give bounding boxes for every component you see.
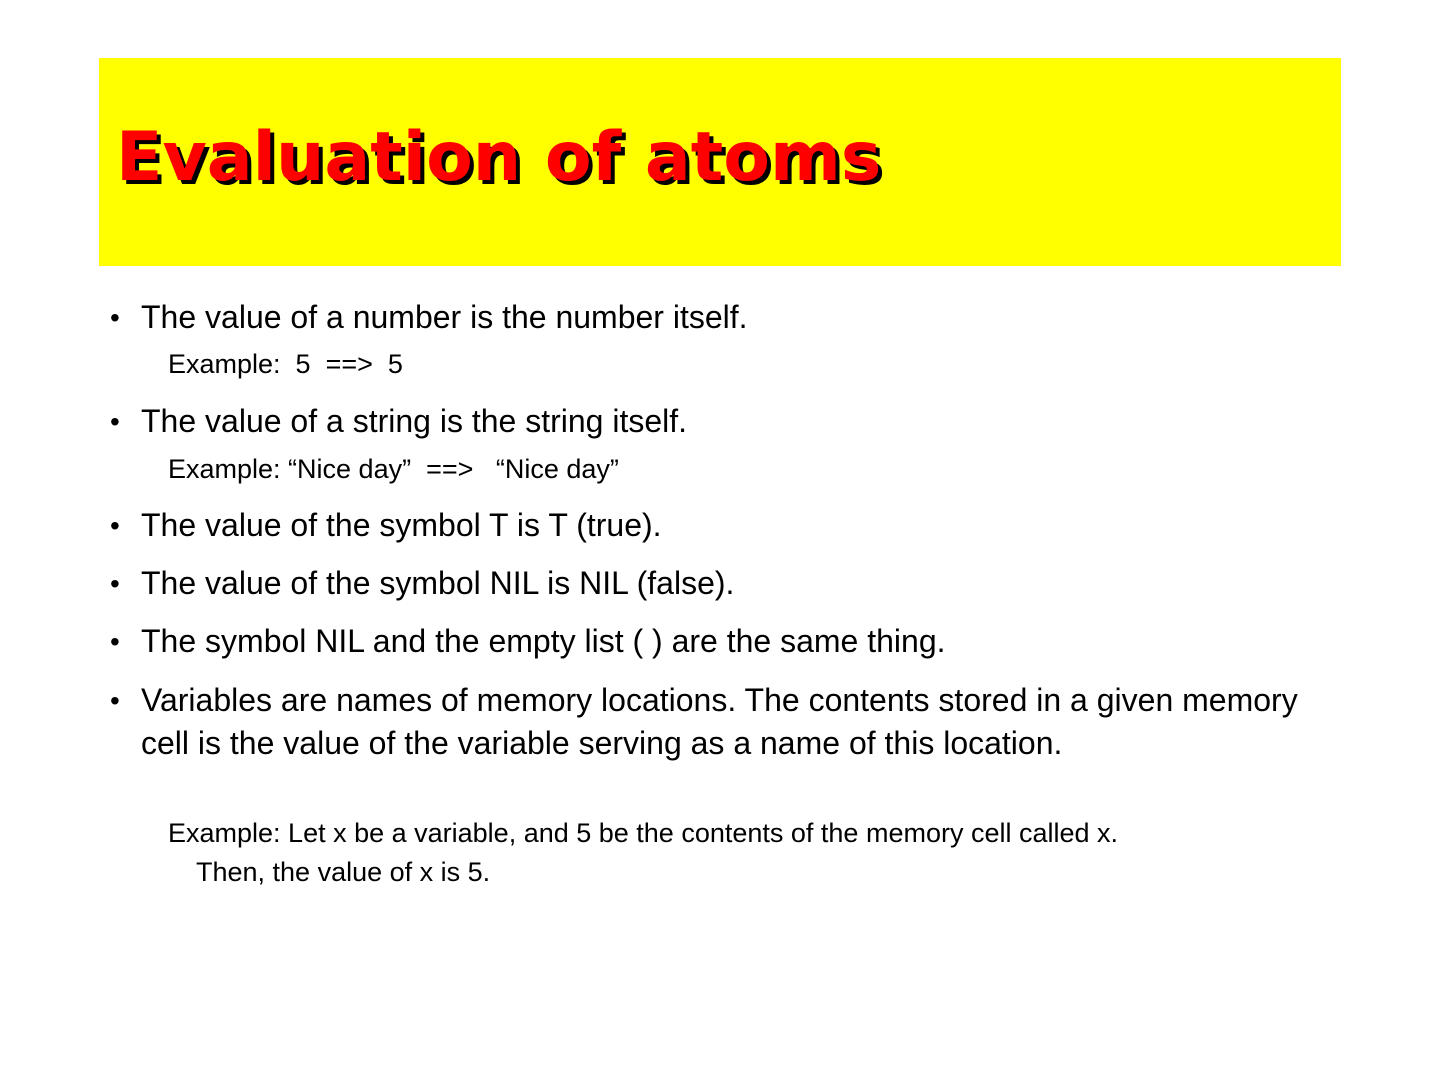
bullet-dot: •: [110, 568, 120, 599]
example-variable: Example: Let x be a variable, and 5 be the contents of the memory cell called x.: [168, 818, 1119, 848]
bullet-dot: •: [110, 626, 120, 657]
bullet-dot: •: [110, 302, 120, 333]
example-variable-continued: Then, the value of x is 5.: [196, 857, 491, 887]
example-string: Example: “Nice day” ==> “Nice day”: [168, 454, 619, 484]
bullet-dot: •: [110, 510, 120, 541]
bullet-dot: •: [110, 406, 120, 437]
slide-body: • The value of a number is the number itself. Example: 5 ==> 5 • The value of a string is the string itself. Example: “Nice day” ==> “Nice day” • The value of the symbol T is T (true). • The value of the symbol NIL is NIL (false). • The symbol NIL and the empty list ( ) are the same thing. • Variables are names of memory locations. The contents stored in a given memory cell is the value of the variable serving as a name of this location. Example: Let x be a variable, and 5 be the contents of the memory cell called x. Then, the value of x is 5.: [0, 0, 1440, 1080]
example-number: Example: 5 ==> 5: [168, 349, 403, 379]
bullet-dot: •: [110, 685, 120, 716]
slide-title: Evaluation of atoms: [116, 118, 882, 197]
